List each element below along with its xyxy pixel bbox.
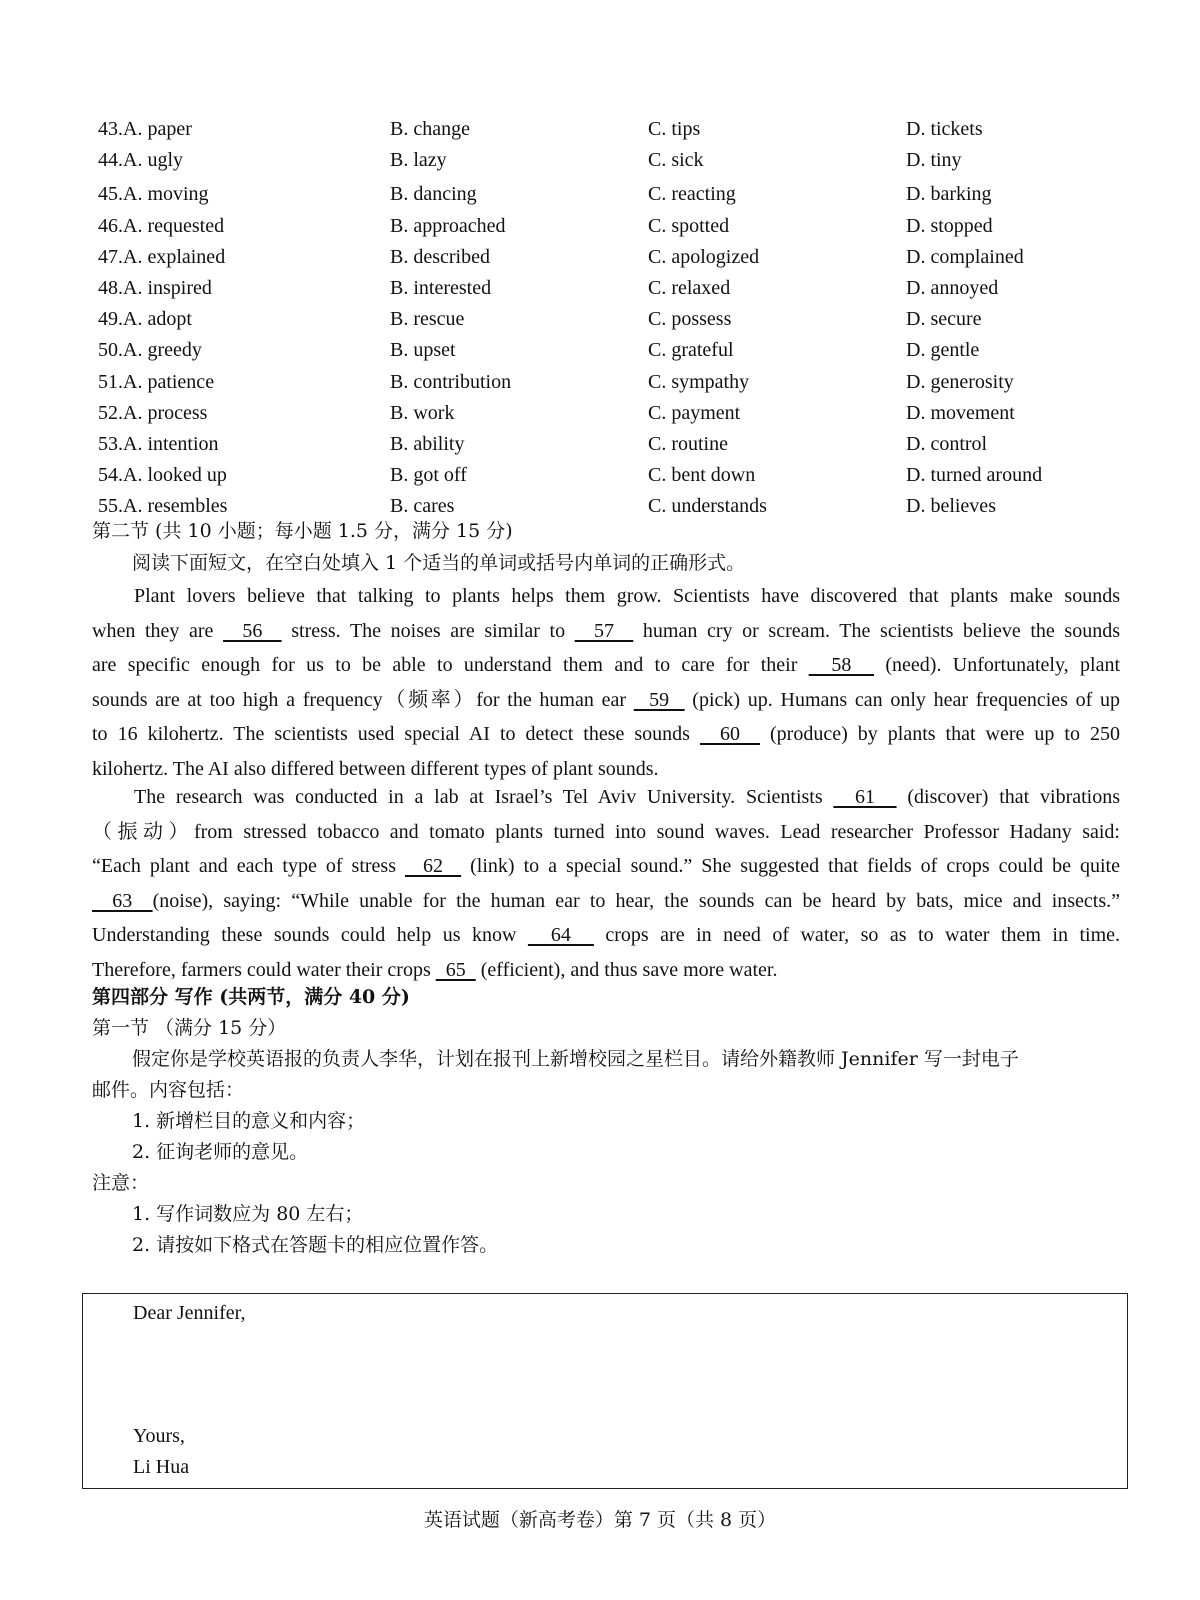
notes-label: 注意： xyxy=(92,1172,150,1194)
note-2: 2. 请按如下格式在答题卡的相应位置作答。 xyxy=(132,1234,499,1256)
option-row xyxy=(98,273,1128,304)
passage-text: (link) to a special sound.” She suggested that fields of crops could be quite xyxy=(461,855,1120,877)
option-row xyxy=(98,145,1128,176)
option-choice: C. grateful xyxy=(648,339,734,362)
option-choice: 49.A. adopt xyxy=(98,308,192,331)
passage-text: (need). Unfortunately, plant xyxy=(874,654,1121,676)
blank-62: 62 xyxy=(405,855,462,877)
page-footer: 英语试题（新高考卷）第 7 页（共 8 页） xyxy=(423,1509,777,1531)
option-row xyxy=(98,114,1128,145)
option-choice: 55.A. resembles xyxy=(98,495,228,518)
option-choice: D. control xyxy=(906,432,988,455)
blank-65: 65 xyxy=(435,958,476,981)
option-choice: B. rescue xyxy=(390,308,465,331)
passage-text: (produce) by plants that were up to 250 xyxy=(760,723,1121,745)
passage-line xyxy=(92,884,1120,919)
writing-point-2: 2. 征询老师的意见。 xyxy=(132,1141,309,1163)
option-choice: B. dancing xyxy=(390,183,477,206)
option-choice: B. approached xyxy=(390,214,506,237)
option-choice: C. bent down xyxy=(648,464,756,487)
letter-closing: Yours, xyxy=(133,1425,185,1447)
blank-59: 59 xyxy=(633,688,685,711)
option-choice: C. relaxed xyxy=(648,276,731,299)
option-choice: C. reacting xyxy=(648,183,736,206)
option-choice: B. work xyxy=(390,401,455,424)
option-choice: D. gentle xyxy=(906,339,980,362)
option-choice: 46.A. requested xyxy=(98,214,225,237)
passage-line xyxy=(92,918,1120,953)
option-choice: 54.A. looked up xyxy=(98,464,227,487)
section2-heading: 第二节 (共 10 小题；每小题 1.5 分，满分 15 分) xyxy=(92,520,513,542)
option-choice: D. complained xyxy=(906,245,1024,268)
option-choice: 48.A. inspired xyxy=(98,276,212,299)
option-choice: 51.A. patience xyxy=(98,370,215,393)
option-choice: B. described xyxy=(390,245,490,268)
option-choice: B. cares xyxy=(390,495,455,518)
option-choice: 50.A. greedy xyxy=(98,339,202,362)
blank-60: 60 xyxy=(699,723,761,745)
passage-text: stress. The noises are similar to xyxy=(281,619,575,642)
option-choice: D. believes xyxy=(906,495,996,518)
option-choice: 44.A. ugly xyxy=(98,149,183,172)
letter-signature: Li Hua xyxy=(133,1456,190,1478)
passage-text: human cry or scream. The scientists believe the sounds xyxy=(633,619,1121,642)
passage-text: (pick) up. Humans can only hear frequencies of up xyxy=(684,688,1121,711)
passage-text: crops are in need of water, so as to water them in time. xyxy=(593,924,1121,946)
blank-64: 64 xyxy=(527,924,594,946)
option-row xyxy=(98,429,1128,460)
option-choice: C. routine xyxy=(648,432,728,455)
blank-61: 61 xyxy=(833,786,897,808)
passage-line: Plant lovers believe that talking to plants helps them grow. Scientists have discovered that plants make sounds xyxy=(134,585,1120,607)
passage-text: “Each plant and each type of stress xyxy=(92,855,406,877)
blank-56: 56 xyxy=(223,619,282,642)
option-choice: B. contribution xyxy=(390,370,512,393)
passage-text: (noise), saying: “While unable for the human ear to hear, the sounds can be heard by bats, mice and insects.” xyxy=(152,889,1121,912)
option-choice: C. spotted xyxy=(648,214,730,237)
passage-line xyxy=(92,717,1120,752)
passage-line xyxy=(92,849,1120,884)
option-row xyxy=(98,335,1128,366)
option-choice: 45.A. moving xyxy=(98,183,209,206)
cloze-options-table xyxy=(98,114,1128,522)
section2-instruction: 阅读下面短文，在空白处填入 1 个适当的单词或括号内单词的正确形式。 xyxy=(132,552,746,574)
writing-section1-heading: 第一节 （满分 15 分） xyxy=(92,1017,287,1039)
option-choice: C. tips xyxy=(648,118,701,140)
passage-text: (efficient), and thus save more water. xyxy=(475,958,778,981)
part4-heading: 第四部分 写作 (共两节，满分 40 分) xyxy=(92,986,410,1008)
option-choice: 52.A. process xyxy=(98,401,208,424)
option-choice: C. payment xyxy=(648,401,741,424)
option-row xyxy=(98,304,1128,335)
blank-63: 63 xyxy=(92,889,153,912)
option-choice: D. barking xyxy=(906,183,992,206)
option-choice: 43.A. paper xyxy=(98,118,192,140)
passage-line xyxy=(92,780,1120,815)
option-choice: D. secure xyxy=(906,308,982,331)
option-choice: D. turned around xyxy=(906,464,1043,487)
letter-greeting: Dear Jennifer, xyxy=(133,1302,246,1324)
option-choice: C. sick xyxy=(648,149,704,172)
option-choice: 53.A. intention xyxy=(98,432,219,455)
passage-paragraph-2 xyxy=(92,780,1120,987)
blank-57: 57 xyxy=(574,619,634,642)
option-choice: B. ability xyxy=(390,432,465,455)
option-choice: C. possess xyxy=(648,308,732,331)
option-choice: B. upset xyxy=(390,339,456,362)
option-choice: B. got off xyxy=(390,464,467,487)
option-row xyxy=(98,367,1128,398)
option-row xyxy=(98,460,1128,491)
note-1: 1. 写作词数应为 80 左右； xyxy=(132,1203,364,1225)
option-choice: C. understands xyxy=(648,495,767,518)
option-choice: D. tiny xyxy=(906,149,962,172)
option-choice: D. stopped xyxy=(906,214,993,237)
passage-text: Therefore, farmers could water their crops xyxy=(92,958,436,981)
passage-line: kilohertz. The AI also differed between different types of plant sounds. xyxy=(92,757,659,780)
writing-point-1: 1. 新增栏目的意义和内容； xyxy=(132,1110,366,1132)
passage-line xyxy=(92,648,1120,683)
writing-prompt-line-1: 假定你是学校英语报的负责人李华，计划在报刊上新增校园之星栏目。请给外籍教师 Jennifer 写一封电子 xyxy=(132,1048,1019,1070)
passage-text: to 16 kilohertz. The scientists used special AI to detect these sounds xyxy=(92,723,700,745)
letter-answer-box xyxy=(82,1293,1128,1489)
option-choice: B. change xyxy=(390,118,470,140)
passage-paragraph-1 xyxy=(92,579,1120,786)
option-choice: 47.A. explained xyxy=(98,245,226,268)
option-choice: B. lazy xyxy=(390,149,447,172)
passage-text: are specific enough for us to be able to understand them and to care for their xyxy=(92,654,809,676)
option-choice: D. annoyed xyxy=(906,276,999,299)
option-choice: C. sympathy xyxy=(648,370,750,393)
option-choice: D. tickets xyxy=(906,118,983,140)
option-row xyxy=(98,211,1128,242)
passage-text: when they are xyxy=(92,619,224,642)
writing-prompt-line-2: 邮件。内容包括： xyxy=(92,1079,245,1101)
option-row xyxy=(98,398,1128,429)
blank-58: 58 xyxy=(808,654,875,676)
option-choice: D. generosity xyxy=(906,370,1014,393)
passage-text: sounds are at too high a frequency（频率）for the human ear xyxy=(92,688,634,711)
option-choice: B. interested xyxy=(390,276,492,299)
passage-line xyxy=(92,683,1120,718)
passage-text: The research was conducted in a lab at Israel’s Tel Aviv University. Scientists xyxy=(134,786,834,808)
passage-text: Understanding these sounds could help us know xyxy=(92,924,528,946)
option-row xyxy=(98,179,1128,210)
passage-line xyxy=(92,614,1120,649)
option-choice: C. apologized xyxy=(648,245,760,268)
passage-text: (discover) that vibrations xyxy=(896,786,1120,808)
passage-line: （振动）from stressed tobacco and tomato plants turned into sound waves. Lead researcher Professor Hadany said: xyxy=(92,820,1120,843)
option-choice: D. movement xyxy=(906,401,1015,424)
option-row xyxy=(98,242,1128,273)
